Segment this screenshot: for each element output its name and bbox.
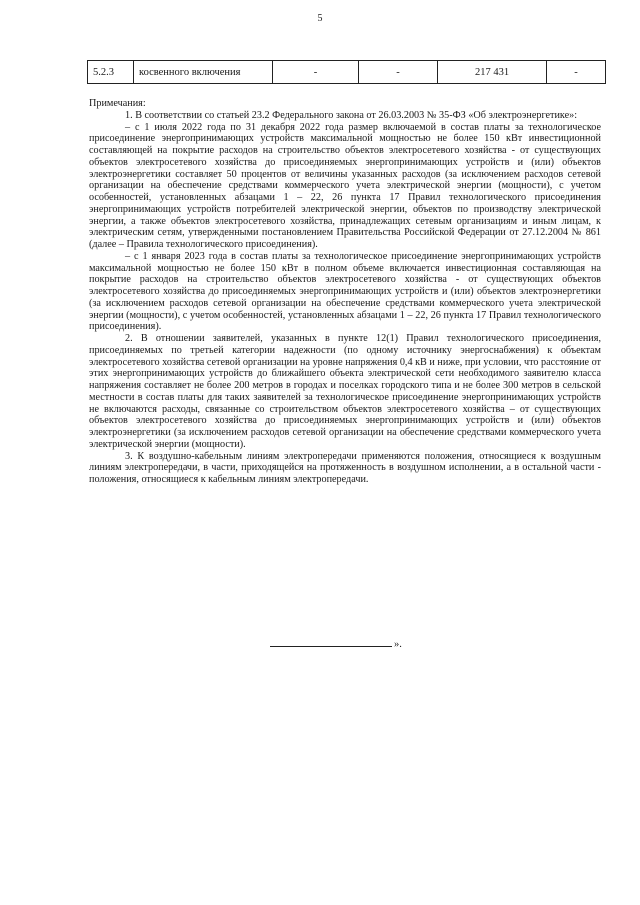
closing-line xyxy=(270,636,402,650)
notes-section xyxy=(89,98,601,486)
note-paragraph-1: 1. В соответствии со статьей 23.2 Федерального закона от 26.03.2003 № 35-ФЗ «Об электроэнергетике»: xyxy=(125,109,578,121)
closing-mark: ». xyxy=(394,639,402,650)
table-row xyxy=(88,61,606,84)
notes-title: Примечания: xyxy=(89,98,146,109)
note-paragraph-5: 3. К воздушно-кабельным линиям электропередачи применяются положения, относящиеся к воздушным линиям электропередачи, в части, приходящейся на протяженность в воздушном исполнении, а в остальной части - положения, относящиеся к кабельным линиям электропередачи. xyxy=(89,450,601,485)
row-value-cell: - xyxy=(547,61,606,84)
note-paragraph-2: – с 1 июля 2022 года по 31 декабря 2022 года размер включаемой в состав платы за технологическое присоединение энергопринимающих устройств максимальной мощностью не более 150 кВт инвестиционной составляющей на покрытие расходов на строительство объектов электросетевого хозяйства - от существующих объектов электросетевого хозяйства до присоединяемых энергопринимающих устройств и (или) объектов электроэнергетики составляет 50 процентов от величины указанных расходов (за исключением расходов сетевой организации на обеспечение средствами коммерческого учета электрической энергии (мощности), с учетом особенностей, установленных абзацами 1 – 22, 26 пункта 17 Правил технологического присоединения энергопринимающих устройств потребителей электрической энергии, объектов по производству электрической энергии, а также объектов электросетевого хозяйства, принадлежащих сетевым организациям и иным лицам, к электрическим сетям, утвержденными постановлением Правительства Российской Федерации от 27.12.2004 № 861 (далее – Правила технологического присоединения). xyxy=(89,121,601,250)
row-number-cell: 5.2.3 xyxy=(88,61,134,84)
row-value-cell: 217 431 xyxy=(438,61,547,84)
row-name-cell: косвенного включения xyxy=(134,61,273,84)
signature-underline xyxy=(270,636,392,647)
note-paragraph-3: – с 1 января 2023 года в состав платы за технологическое присоединение энергопринимающих устройств максимальной мощностью не более 150 кВт в полном объеме включается инвестиционная составляющая на покрытие расходов на строительство объектов электросетевого хозяйства - от существующих объектов электросетевого хозяйства до присоединяемых энергопринимающих устройств и (или) объектов электроэнергетики (за исключением расходов сетевой организации на обеспечение средствами коммерческого учета электрической энергии (мощности), с учетом особенностей, установленных абзацами 1 – 22, 26 пункта 17 Правил технологического присоединения). xyxy=(89,250,601,333)
row-value-cell: - xyxy=(273,61,359,84)
tariff-table xyxy=(87,60,606,84)
note-paragraph-4: 2. В отношении заявителей, указанных в пункте 12(1) Правил технологического присоединения, присоединяемых по третьей категории надежности (по одному источнику энергоснабжения) к объектам электросетевого хозяйства сетевой организации на уровне напряжения 0,4 кВ и ниже, при условии, что расстояние от этих энергопринимающих устройств до ближайшего объекта электрической сети необходимого заявителю класса напряжения составляет не более 200 метров в городах и поселках городского типа и не более 300 метров в сельской местности в состав платы для таких заявителей за технологическое присоединение энергопринимающих устройств не включаются расходы, связанные со строительством объектов электросетевого хозяйства – от существующих объектов электросетевого хозяйства до присоединяемых энергопринимающих устройств и (или) объектов электроэнергетики (за исключением расходов сетевой организации на обеспечение средствами коммерческого учета электрической энергии (мощности). xyxy=(89,333,601,450)
row-value-cell: - xyxy=(359,61,438,84)
page-number: 5 xyxy=(317,13,323,24)
